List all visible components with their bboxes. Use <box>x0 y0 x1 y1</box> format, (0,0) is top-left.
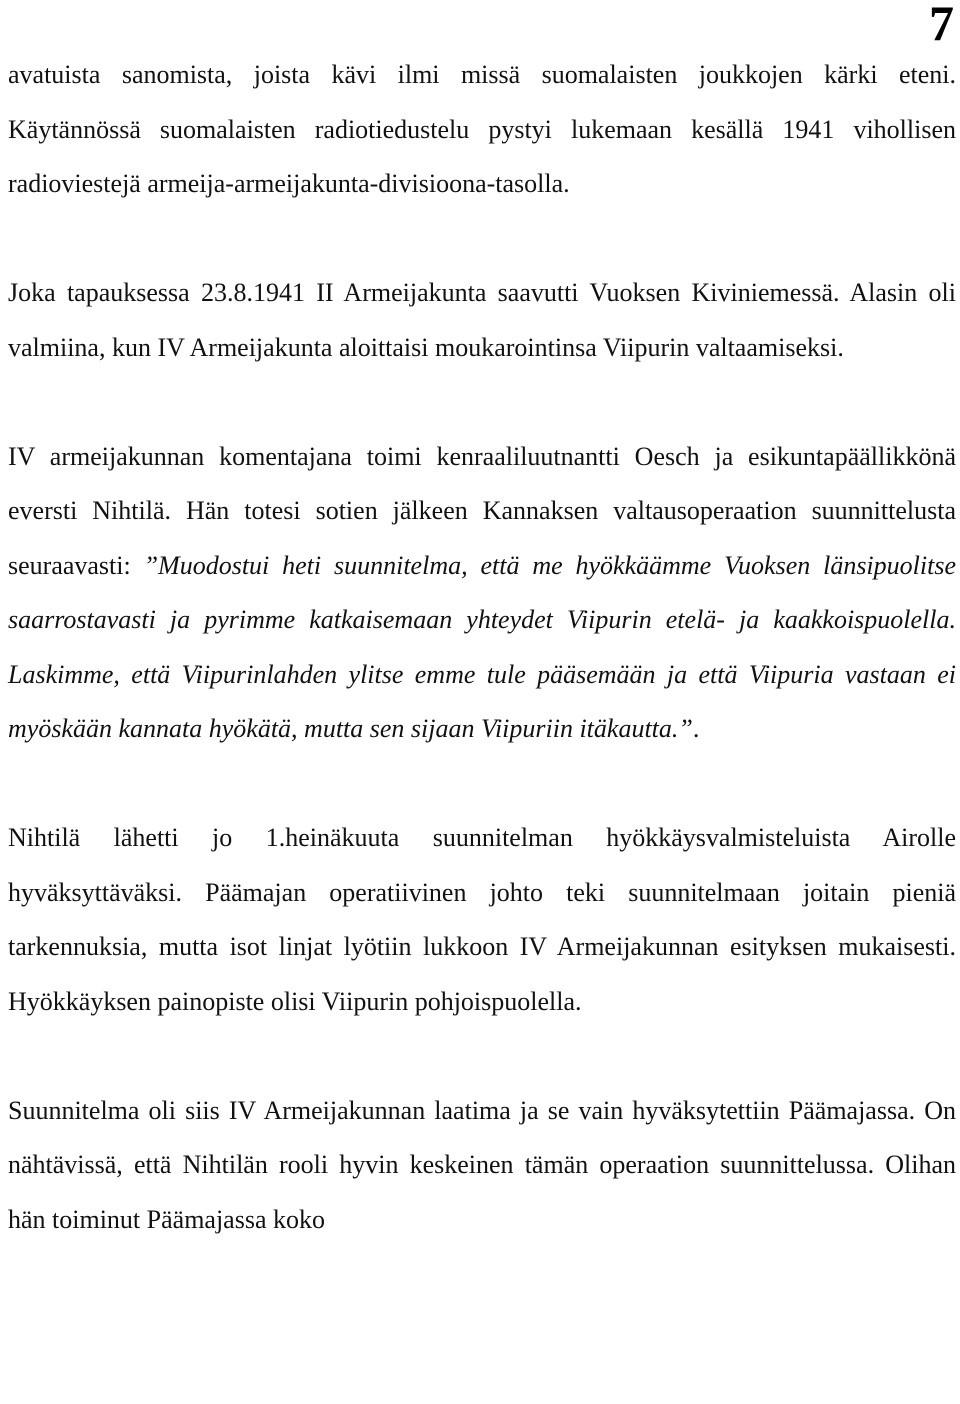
text-segment: Suunnitelma oli siis IV Armeijakunnan laatima ja se vain hyväksytettiin Päämajassa. On nähtävissä, että Nihtilän rooli hyvin keskeinen tämän operaation suunnittelussa. Olihan hän toiminut Päämajassa koko <box>8 1095 956 1234</box>
text-segment: IV armeijakunnan komentajana toimi kenraaliluutnantti Oesch ja esikuntapäällikkönä eversti Nihtilä. Hän totesi sotien jälkeen Kannaksen valtausoperaation suunnittelusta seuraavasti: <box>8 441 956 580</box>
page-number: 7 <box>929 0 954 51</box>
text-segment: . <box>692 714 700 743</box>
text-segment: Joka tapauksessa 23.8.1941 II Armeijakunta saavutti Vuoksen Kiviniemessä. Alasin oli valmiina, kun IV Armeijakunta aloittaisi moukarointinsa Viipurin valtaamiseksi. <box>8 278 956 362</box>
paragraph <box>8 48 956 212</box>
paragraph <box>8 266 956 375</box>
text-segment: avatuista sanomista, joista kävi ilmi missä suomalaisten joukkojen kärki eteni. Käytännössä suomalaisten radiotiedustelu pystyi lukemaan kesällä 1941 vihollisen radioviestejä armeija-armeijakunta-divisioona-tasolla. <box>8 60 956 198</box>
text-segment: Nihtilä lähetti jo 1.heinäkuuta suunnitelman hyökkäysvalmisteluista Airolle hyväksyttäväksi. Päämajan operatiivinen johto teki suunnitelmaan joitain pieniä tarkennuksia, mutta isot linjat lyötiin lukkoon IV Armeijakunnan esityksen mukaisesti. Hyökkäyksen painopiste olisi Viipurin pohjoispuolella. <box>8 823 956 1016</box>
quote-text: ”Muodostui heti suunnitelma, että me hyökkäämme Vuoksen länsipuolitse saarrostavasti ja pyrimme katkaisemaan yhteydet Viipurin etelä- ja kaakkoispuolella. Laskimme, että Viipurinlahden ylitse emme tule pääsemään ja että Viipuria vastaan ei myöskään kannata hyökätä, mutta sen sijaan Viipuriin itäkautta.” <box>8 550 956 743</box>
body-text <box>8 48 956 1247</box>
paragraph <box>8 430 956 757</box>
paragraph <box>8 811 956 1029</box>
paragraph <box>8 1084 956 1248</box>
